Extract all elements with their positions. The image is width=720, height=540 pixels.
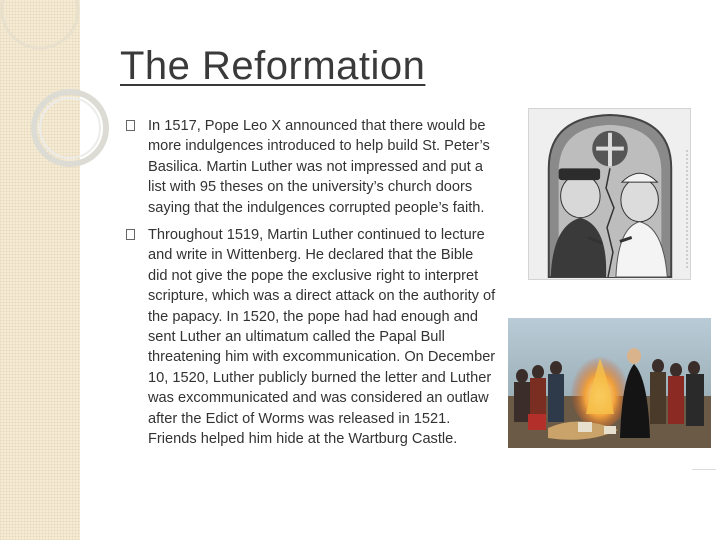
divider bbox=[692, 469, 716, 470]
bullet-item bbox=[126, 116, 496, 218]
decorative-circles bbox=[0, 0, 120, 200]
image-credit-text bbox=[684, 150, 690, 270]
luther-burning-bull-image bbox=[508, 318, 711, 448]
bullet-list bbox=[126, 116, 496, 457]
bullet-text: Throughout 1519, Martin Luther continued to lecture and write in Wittenberg. He declared that the Bible did not give the pope the exclusive right to interpret scripture, which was a direct attack on the authority of the papacy. In 1520, the pope had had enough and sent Luther an ultimatum called the Papal Bull threatening him with excommunication. On December 10, 1520, Luther publicly burned the letter and Luther was excommunicated and was considered an outlaw after the Edict of Worms was released in 1521. Friends helped him hide at the Wartburg Castle. bbox=[148, 227, 496, 448]
bullet-item bbox=[126, 225, 496, 449]
luther-pope-image bbox=[528, 108, 691, 280]
slide-title: The Reformation bbox=[120, 44, 426, 88]
bullet-text: In 1517, Pope Leo X announced that there would be more indulgences introduced to help build St. Peter’s Basilica. Martin Luther was not impressed and put a list with 95 theses on the university’s church doors saying that the indulgences corrupted people’s faith. bbox=[148, 118, 490, 216]
bullet-icon bbox=[126, 120, 135, 131]
bullet-icon bbox=[126, 229, 135, 240]
